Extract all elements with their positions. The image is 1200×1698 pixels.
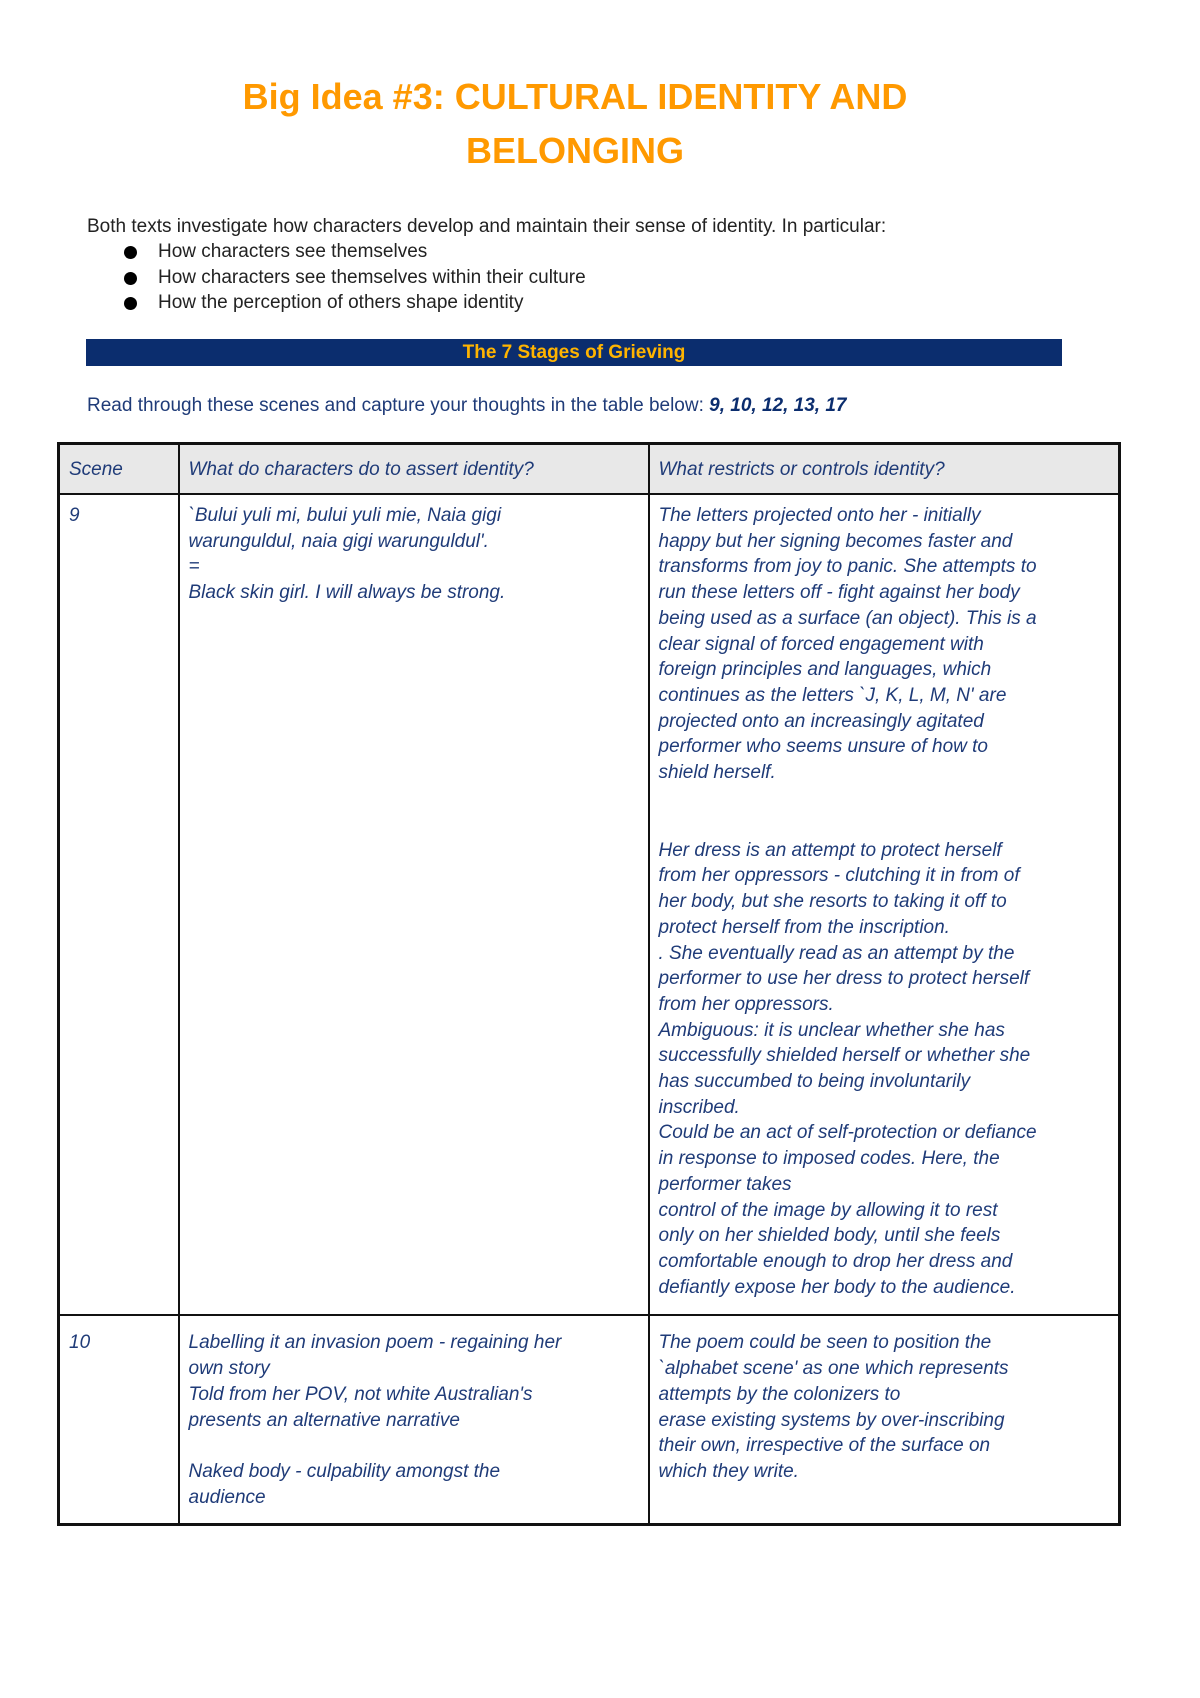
instruction-line <box>87 393 846 418</box>
scene-cell: 10 <box>59 1315 179 1524</box>
header-restrict: What restricts or controls identity? <box>649 444 1120 495</box>
restrict-paragraph: Her dress is an attempt to protect herself from her oppressors - clutching it in from of her body, but she resorts to taking it off to protect herself from the inscription. . She eventually read as an attempt by the performer to use her dress to protect herself from her oppressors. Ambiguous: it is unclear whether she has successfully shielded herself or whether she has succumbed to being involuntarily inscribed. Could be an act of self-protection or defiance in response to imposed codes. Here, the performer takes control of the image by allowing it to rest only on her shielded body, until she feels comfortable enough to drop her dress and defiantly expose her body to the audience. <box>658 839 1037 1298</box>
assert-paragraph: Naked body - culpability amongst the audience <box>188 1461 501 1508</box>
scene-table <box>57 442 1121 1526</box>
bullet-list <box>122 239 586 316</box>
assert-paragraph: Labelling it an invasion poem - regaining her own story Told from her POV, not white Australian's presents an alternative narrative <box>188 1332 562 1431</box>
instruction-text: Read through these scenes and capture your thoughts in the table below: <box>87 395 710 416</box>
scene-cell: 9 <box>59 494 179 1315</box>
header-scene: Scene <box>59 444 179 495</box>
paragraph-gap <box>189 1433 639 1459</box>
bullet-item <box>122 265 586 291</box>
page-title: Big Idea #3: CULTURAL IDENTITY AND BELONGING <box>242 76 908 171</box>
bullet-text: How characters see themselves within their culture <box>158 266 586 288</box>
restrict-cell <box>649 494 1120 1315</box>
scene-list: 9, 10, 12, 13, 17 <box>709 395 847 416</box>
assert-cell: `Bului yuli mi, bului yuli mie, Naia gigi warunguldul, naia gigi warunguldul'. = Black skin girl. I will always be strong. <box>179 494 649 1315</box>
intro-text: Both texts investigate how characters develop and maintain their sense of identity. In particular: <box>87 216 887 237</box>
header-assert: What do characters do to assert identity? <box>179 444 649 495</box>
section-banner: The 7 Stages of Grieving <box>86 339 1062 366</box>
bullet-icon <box>124 297 137 310</box>
bullet-icon <box>124 272 137 285</box>
paragraph-gap <box>659 786 1110 838</box>
table-header-row <box>59 444 1120 495</box>
table-row <box>59 494 1120 1315</box>
bullet-icon <box>124 246 137 259</box>
bullet-item <box>122 290 586 316</box>
bullet-item <box>122 239 586 265</box>
restrict-paragraph: The letters projected onto her - initially happy but her signing becomes faster and transforms from joy to panic. She attempts to run these letters off - fight against her body being used as a surface (an object). This is a clear signal of forced engagement with foreign principles and languages, which continues as the letters `J, K, L, M, N' are projected onto an increasingly agitated performer who seems unsure of how to shield herself. <box>658 505 1037 784</box>
bullet-text: How the perception of others shape identity <box>158 292 524 313</box>
restrict-cell: The poem could be seen to position the `alphabet scene' as one which represents attempts by the colonizers to erase existing systems by over-inscribing their own, irrespective of the surface on which they write. <box>649 1315 1120 1524</box>
bullet-text: How characters see themselves <box>158 241 428 262</box>
assert-cell <box>179 1315 649 1524</box>
table-row <box>59 1315 1120 1524</box>
